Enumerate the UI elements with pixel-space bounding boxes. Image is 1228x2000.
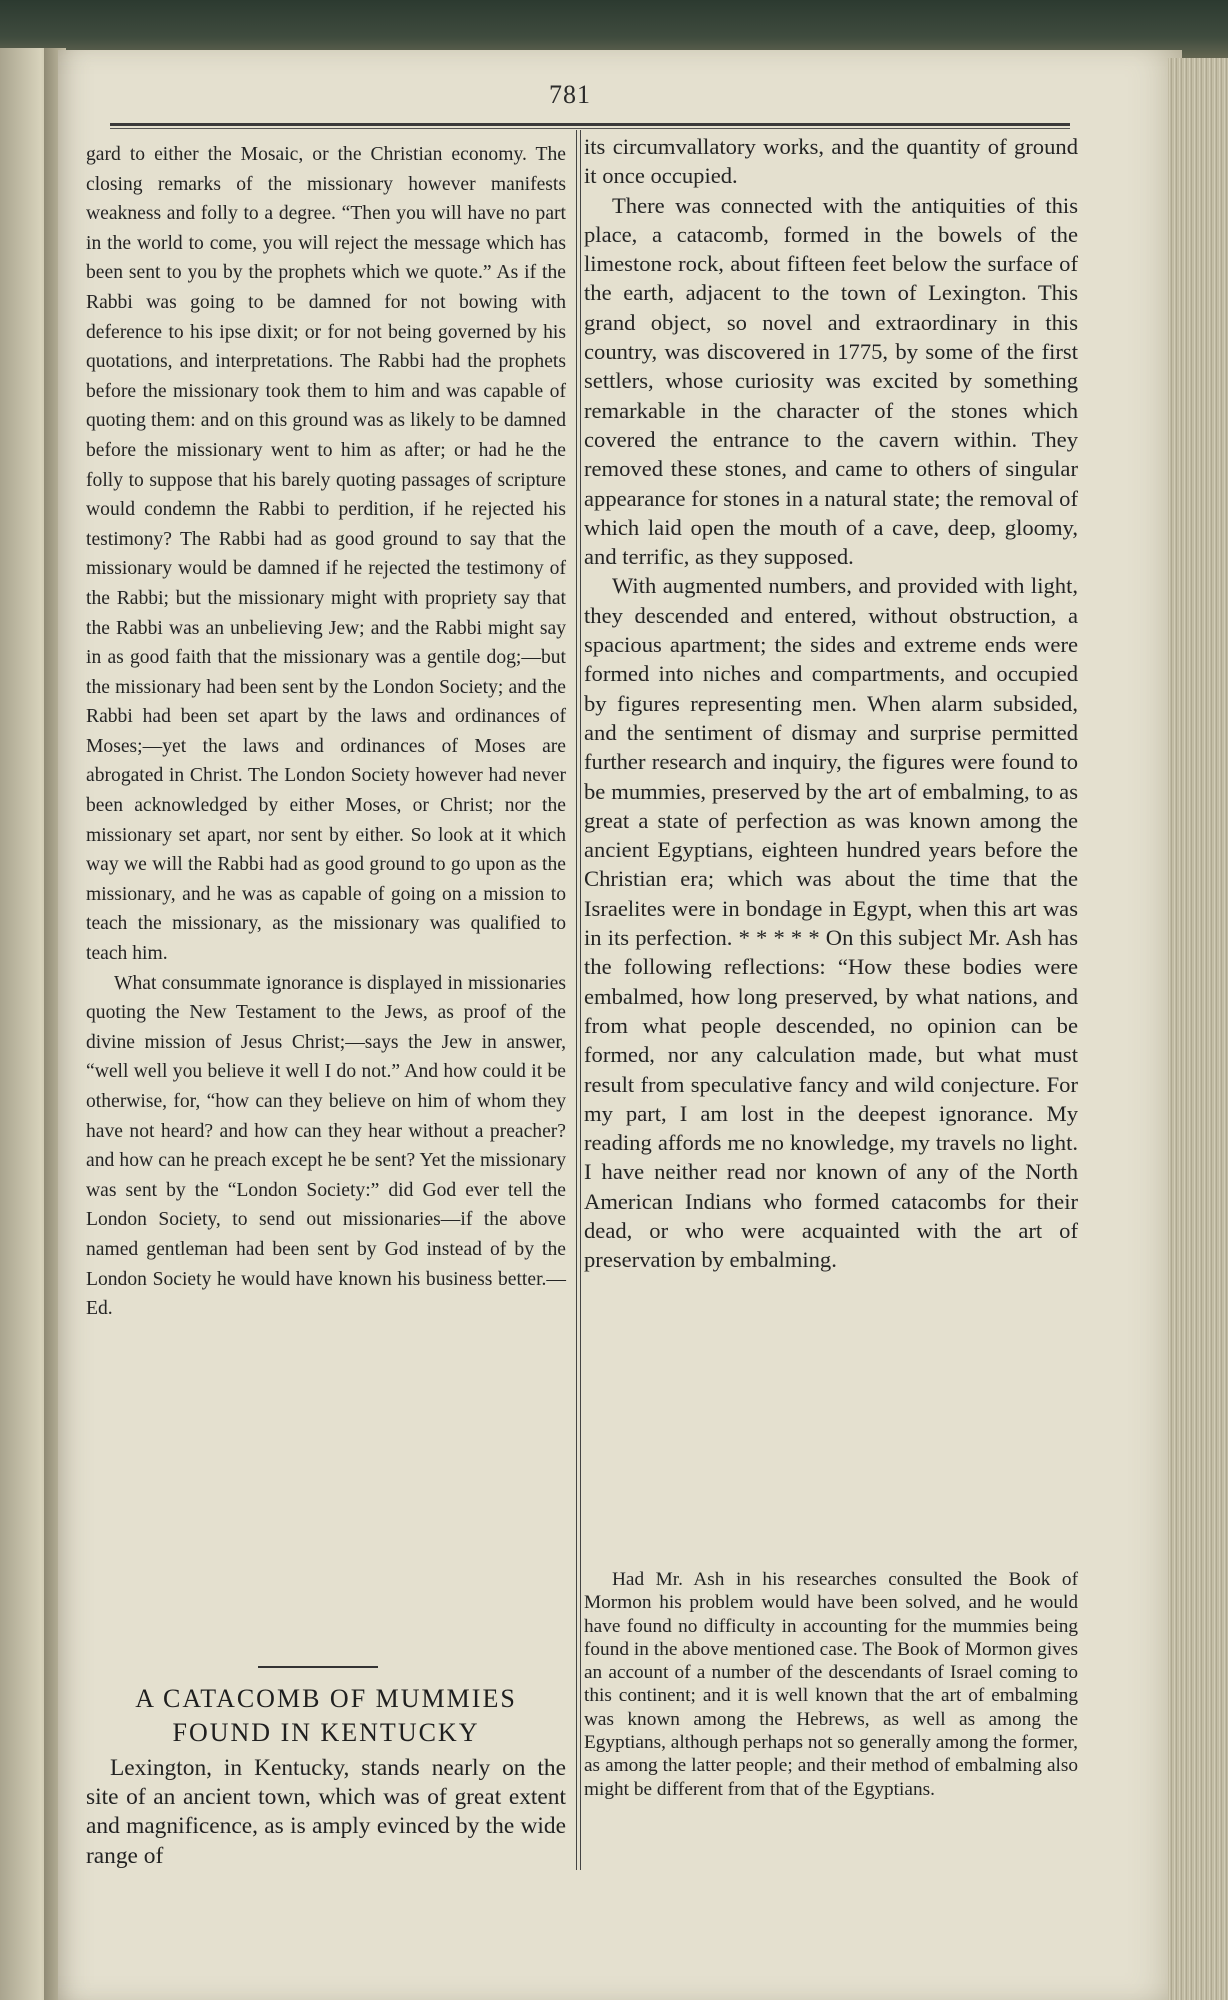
right-column-small-type (584, 1568, 1078, 1801)
left-column (86, 140, 566, 1324)
header-rule (110, 123, 1070, 126)
page-fore-edge (1168, 58, 1228, 2000)
left-paragraph-2: What consummate ignorance is displayed in missionaries quoting the New Testament to the Jews, as proof of the divine mission of Jesus Christ;—says the Jew in answer, “well well you believe it well I do not.” And how could it be otherwise, for, “how can they believe on him of whom they have not heard? and how can they hear without a preacher? and how can he preach except he be sent? Yet the missionary was sent by the “London Society:” did God ever tell the London Society, to send out missionaries—if the above named gentleman had been sent by God instead of by the London Society he would have known his business better.—Ed. (86, 972, 566, 1320)
article-paragraph-1: Lexington, in Kentucky, stands nearly on the site of an ancient town, which was of great extent and magnificence, as is amply evinced by the wide range of (86, 1755, 566, 1869)
column-divider (576, 130, 577, 1870)
right-paragraph-4: Had Mr. Ash in his researches consulted the Book of Mormon his problem would have been solved, and he would have found no difficulty in accounting for the mummies being found in the above mentioned case. The Book of Mormon gives an account of a number of the descendants of Israel coming to this continent; and it is well known that the art of embalming was known among the Hebrews, as well as among the Egyptians, although perhaps not so generally among the former, as among the latter people; and their method of embalming also might be different from that of the Egyptians. (584, 1569, 1078, 1800)
header-rule-thin (110, 128, 1070, 129)
article-title (86, 1682, 566, 1750)
right-column (584, 132, 1078, 1275)
right-paragraph-1: its circumvallatory works, and the quantity of ground it once occupied. (584, 134, 1078, 189)
section-divider-rule (258, 1666, 378, 1668)
article-body (86, 1754, 566, 1871)
page-number: 781 (549, 80, 591, 109)
left-paragraph-1: gard to either the Mosaic, or the Christian economy. The closing remarks of the missionary however manifests weakness and folly to a degree. “Then you will have no part in the world to come, you will reject the message which has been sent to you by the prophets which we quote.” As if the Rabbi was going to be damned for not bowing with deference to his ipse dixit; or for not being governed by his quotations, and interpretations. The Rabbi had the prophets before the missionary took them to him and was capable of quoting them: and on this ground was as likely to be damned before the missionary went to him as after; or had he the folly to suppose that his barely quoting passages of scripture would condemn the Rabbi to perdition, if he rejected his testimony? The Rabbi had as good ground to say that the missionary would be damned if he rejected the testimony of the Rabbi; but the missionary might with propriety say that the Rabbi was an unbelieving Jew; and the Rabbi might say in as good faith that the missionary was a gentile dog;—but the missionary had been sent by the London Society; and the Rabbi had been set apart by the laws and ordinances of Moses;—yet the laws and ordinances of Moses are abrogated in Christ. The London Society however had never been acknowledged by either Moses, or Christ; nor the missionary set apart, nor sent by either. So look at it which way we will the Rabbi had as good ground to go upon as the missionary, and he was as capable of going on a mission to teach the missionary, as the missionary was qualified to teach him. (86, 144, 566, 965)
article-title-line-1: A CATACOMB OF MUMMIES (135, 1684, 517, 1713)
article-title-line-2: FOUND IN KENTUCKY (172, 1718, 480, 1747)
right-paragraph-3: With augmented numbers, and provided with light, they descended and entered, without obstruction, a spacious apartment; the sides and extreme ends were formed into niches and compartments, and occupied by figures representing men. When alarm subsided, and the sentiment of dismay and surprise permitted further research and inquiry, the figures were found to be mummies, preserved by the art of embalming, to as great a state of perfection as was known among the ancient Egyptians, eighteen hundred years before the Christian era; which was about the time that the Israelites were in bondage in Egypt, when this art was in its perfection. * * * * * On this subject Mr. Ash has the following reflections: “How these bodies were embalmed, how long preserved, by what nations, and from what people descended, no opinion can be formed, nor any calculation made, but what must result from speculative fancy and wild conjecture. For my part, I am lost in the deepest ignorance. My reading affords me no knowledge, my travels no light. I have neither read nor known of any of the North American Indians who formed catacombs for their dead, or who were acquainted with the art of preservation by embalming. (584, 573, 1078, 1273)
right-paragraph-2: There was connected with the antiquities of this place, a catacomb, formed in the bowels of the limestone rock, about fifteen feet below the surface of the earth, adjacent to the town of Lexington. This grand object, so novel and extraordinary in this country, was discovered in 1775, by some of the first settlers, whose curiosity was excited by something remarkable in the character of the stones which covered the entrance to the cavern within. They removed these stones, and came to others of singular appearance for stones in a natural state; the removal of which laid open the mouth of a cave, deep, gloomy, and terrific, as they supposed. (584, 192, 1078, 570)
column-divider-second (580, 130, 581, 1870)
